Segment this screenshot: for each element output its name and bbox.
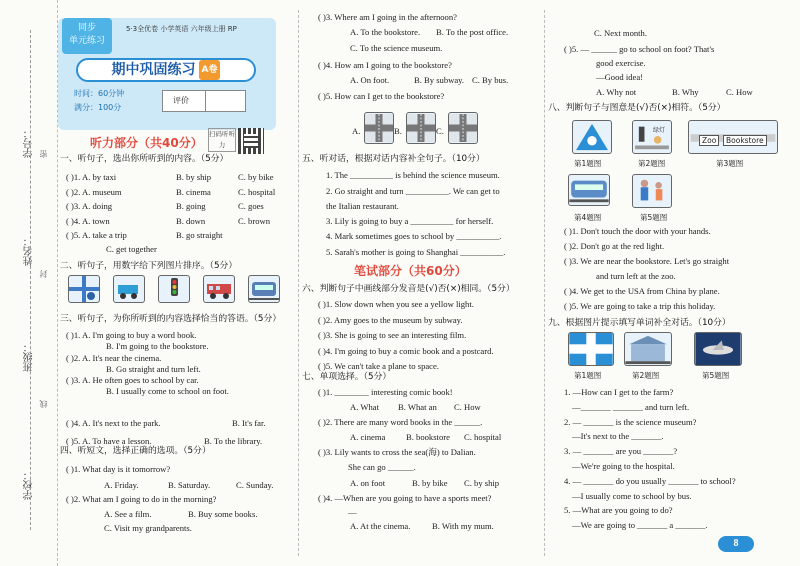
listening-part-title: 听力部分（共40分） (90, 136, 203, 150)
s4-line: C. Sunday. (236, 480, 274, 490)
s4-continued-line: ( )3. Where am I going in the afternoon? (318, 12, 457, 22)
s5-line: 3. Lily is going to buy a __________ for herself. (326, 216, 494, 226)
s4-continued-line: C. By bus. (472, 75, 509, 85)
s7-line: ( )3. Lily wants to cross the sea(海) to Dalian. (318, 447, 476, 457)
s8-line: ( )2. Don't go at the red light. (564, 241, 665, 251)
fold-line (30, 30, 31, 530)
s5-line: 5. Sarah's mother is going to Shanghai __________. (326, 247, 506, 257)
s3-option-b: B. It's far. (232, 418, 266, 428)
section-2-title: 二、听句子，用数字给下列图片排序。（5分） (60, 261, 238, 271)
bookstore-sign: Bookstore (723, 135, 767, 146)
s3-option-a: ( )2. A. It's near the cinema. (66, 352, 162, 363)
column-2 (302, 0, 542, 566)
picture-caption: 第1题图 (574, 371, 602, 380)
route-picture (113, 275, 145, 303)
s6-line: ( )1. Slow down when you see a yellow light. (318, 299, 474, 309)
s7-line: ( )1. ________ interesting comic book! (318, 387, 453, 397)
s7-line: A. cinema (350, 432, 386, 442)
section-1-title: 一、听句子，选出你所听到的内容。（5分） (60, 154, 229, 164)
s9-line: 4. — _______ do you usually _______ to school? (564, 475, 736, 486)
zoo-bookstore-map-picture (688, 120, 778, 154)
s3-option-a: ( )4. A. It's next to the park. (66, 418, 161, 428)
s4-line: C. Visit my grandparents. (104, 523, 192, 533)
s9-line: —It's next to the _______. (572, 431, 664, 442)
s6-line: ( )4. I'm going to buy a comic book and a postcard. (318, 345, 494, 356)
binding-strip (0, 0, 58, 566)
name-label: 姓名： (24, 236, 35, 266)
s3-option-b: B. I usually come to school on foot. (106, 386, 229, 396)
s4-continued-line: A. To the bookstore. (350, 27, 421, 37)
score-box: 评价 (162, 90, 246, 112)
s4-line: A. Friday. (104, 480, 139, 490)
section-1-extra: C. get together (106, 244, 157, 254)
s1-option-c: C. brown (238, 215, 270, 226)
s7-line: C. hospital (464, 432, 502, 442)
column-1 (60, 0, 296, 566)
s4-line: ( )2. What am I going to do in the morning? (66, 494, 217, 504)
section-5-title: 五、听对话，根据对话内容补全句子。（10分） (302, 154, 485, 164)
s3-option-b: B. To the library. (204, 436, 263, 446)
s7-line: She can go ______. (348, 462, 416, 472)
s4-line: B. Saturday. (168, 480, 211, 490)
q5-line: ( )5. — ______ go to school on foot? That's (564, 44, 715, 54)
s4-continued-line: C. To the science museum. (350, 43, 443, 53)
class-label: 班级： (24, 342, 35, 372)
route-picture (203, 275, 235, 303)
s9-line: 5. —What are you going to do? (564, 505, 673, 516)
s4-continued-line: B. By subway. (414, 75, 465, 85)
q5-line: B. Why (672, 87, 699, 97)
s9-line: —We are going to _______ a _______. (572, 520, 708, 531)
q5-line: good exercise. (596, 58, 646, 68)
s4-continued-line: B. To the post office. (436, 27, 509, 37)
section-3-title: 三、听句子，为你所听到的内容选择恰当的答语。（5分） (60, 314, 282, 324)
seal-mark-1: 密 (39, 150, 48, 158)
section-8-title: 八、判断句子与图意是(√)否(×)相符。（5分） (548, 103, 726, 113)
written-part-title: 笔试部分（共60分） (354, 264, 467, 278)
q5-line: —Good idea! (596, 72, 644, 82)
s1-option-b: B. by ship (176, 172, 212, 182)
s1-option-b: B. down (176, 215, 206, 226)
seal-mark-3: 线 (39, 400, 48, 408)
time-limit: 时间：60分钟 (74, 89, 125, 98)
s7-line: B. by bike (412, 478, 448, 488)
s3-option-a: ( )3. A. He often goes to school by car. (66, 375, 199, 385)
s9-line: 2. — _______ is the science museum? (564, 416, 697, 427)
s9-line: —We're going to the hospital. (572, 461, 675, 471)
picture-caption: 第5题图 (702, 371, 730, 380)
route-option-label: C. (436, 126, 444, 136)
s1-option-a: ( )2. A. museum (66, 186, 122, 197)
s1-option-c: C. goes (238, 201, 264, 211)
seal-mark-2: 封 (39, 270, 48, 278)
q5-line: C. How (726, 87, 753, 97)
picture-caption: 第5题图 (640, 213, 668, 222)
s7-line: B. With my mum. (432, 521, 494, 531)
s7-line: A. What (350, 402, 379, 412)
space-plane-picture (694, 332, 742, 366)
s1-option-b: B. cinema (176, 186, 211, 197)
s5-line: 1. The __________ is behind the science museum. (326, 170, 500, 180)
s1-option-a: ( )1. A. by taxi (66, 172, 117, 182)
s3-option-b: B. I'm going to the bookstore. (106, 341, 209, 351)
full-score: 满分：100分 (74, 103, 122, 112)
s6-line: ( )5. We can't take a plane to space. (318, 361, 439, 371)
s1-option-c: C. by bike (238, 172, 274, 182)
tag-line-1: 同步 (77, 23, 96, 33)
museum-building-picture (624, 332, 672, 366)
s4-continued-line: A. On foot. (350, 75, 390, 85)
s9-line: 3. — _______ are you _______? (564, 446, 678, 457)
picture-caption: 第1题图 (574, 159, 602, 168)
s1-option-a: ( )3. A. doing (66, 201, 113, 211)
q4-option-c: C. Next month. (594, 28, 647, 38)
s7-line: ( )4. —When are you going to have a sports meet? (318, 493, 492, 503)
s7-line: B. What an (398, 402, 437, 412)
s5-line: 2. Go straight and turn __________. We can get to (326, 186, 500, 196)
s3-option-a: ( )1. A. I'm going to buy a word book. (66, 330, 197, 340)
train-picture (568, 174, 610, 206)
picture-caption: 第4题图 (574, 213, 602, 222)
s4-continued-line: ( )4. How am I going to the bookstore? (318, 60, 452, 70)
s7-line: A. on foot (350, 478, 386, 488)
s5-line: the Italian restaurant. (326, 201, 399, 211)
route-option-label: B. (394, 126, 402, 136)
tag-line-2: 单元练习 (68, 36, 105, 46)
s4-line: ( )1. What day is it tomorrow? (66, 464, 171, 474)
page-number: 8 (718, 536, 754, 552)
route-map-picture (406, 112, 436, 144)
route-picture (248, 275, 280, 303)
s4-line: B. Buy some books. (188, 509, 258, 519)
route-map-picture (364, 112, 394, 144)
s7-line: C. How (454, 402, 481, 412)
s7-line: B. bookstore (406, 432, 450, 442)
s4-line: A. See a film. (104, 509, 152, 519)
s1-option-b: B. go straight (176, 230, 223, 240)
s1-option-a: ( )5. A. take a trip (66, 230, 127, 240)
s3-option-a: ( )5. A. To have a lesson. (66, 436, 152, 446)
column-divider-2 (544, 10, 545, 556)
crossroad-picture (568, 332, 614, 366)
section-7-title: 七、单项选择。（5分） (302, 372, 392, 382)
column-divider-1 (298, 10, 299, 556)
school-label: 学校： (24, 470, 35, 500)
zoo-sign: Zoo (699, 135, 719, 146)
student-no-label: 学号： (24, 128, 35, 158)
version-badge: A卷 (199, 60, 221, 80)
s6-line: ( )2. Amy goes to the museum by subway. (318, 314, 463, 325)
traffic-light-picture (632, 120, 672, 154)
s4-continued-line: ( )5. How can I get to the bookstore? (318, 91, 445, 101)
s9-line: 1. —How can I get to the farm? (564, 387, 674, 397)
s7-line: A. At the cinema. (350, 521, 411, 531)
s1-option-c: C. hospital (238, 186, 276, 197)
picture-caption: 第2题图 (632, 371, 660, 380)
green-light-sign: 绿灯 (653, 127, 666, 134)
series-label: 5·3全优卷 小学英语 六年级上册 RP (126, 25, 237, 33)
title-text: 期中巩固练习 (111, 62, 196, 78)
picture-caption: 第3题图 (716, 159, 744, 168)
section-6-title: 六、判断句子中画线部分发音是(√)否(×)相同。（5分） (302, 284, 515, 294)
s8-line: and turn left at the zoo. (596, 271, 676, 281)
route-map-picture (448, 112, 478, 144)
s9-line: —_______ _______ and turn left. (572, 401, 690, 412)
s8-line: ( )1. Don't touch the door with your hands. (564, 226, 711, 236)
route-picture (68, 275, 100, 303)
s6-line: ( )3. She is going to see an interesting film. (318, 330, 467, 340)
scan-hint: 扫码听听力 (208, 128, 236, 152)
section-9-title: 九、根据图片提示填写单词补全对话。（10分） (548, 318, 731, 328)
section-4-title: 四、听短文，选择正确的选项。（5分） (60, 446, 211, 456)
s8-line: ( )4. We get to the USA from China by plane. (564, 286, 720, 296)
no-touch-sign-picture (572, 120, 612, 154)
s7-line: ( )2. There are many word books in the ______. (318, 417, 483, 427)
picture-caption: 第2题图 (638, 159, 666, 168)
s9-line: —I usually come to school by bus. (572, 490, 692, 501)
column-3 (548, 0, 798, 566)
s8-line: ( )5. We are going to take a trip this holiday. (564, 301, 716, 311)
s1-option-a: ( )4. A. town (66, 215, 110, 226)
route-picture (158, 275, 190, 303)
route-option-label: A. (352, 126, 361, 136)
s3-option-b: B. Go straight and turn left. (106, 363, 201, 374)
q5-line: A. Why not (596, 87, 637, 97)
s7-line: — (348, 507, 357, 517)
family-trip-picture (632, 174, 672, 208)
s7-line: C. by ship (464, 478, 500, 488)
s1-option-b: B. going (176, 201, 206, 211)
s5-line: 4. Mark sometimes goes to school by __________. (326, 231, 502, 241)
s8-line: ( )3. We are near the bookstore. Let's go straight (564, 256, 730, 266)
